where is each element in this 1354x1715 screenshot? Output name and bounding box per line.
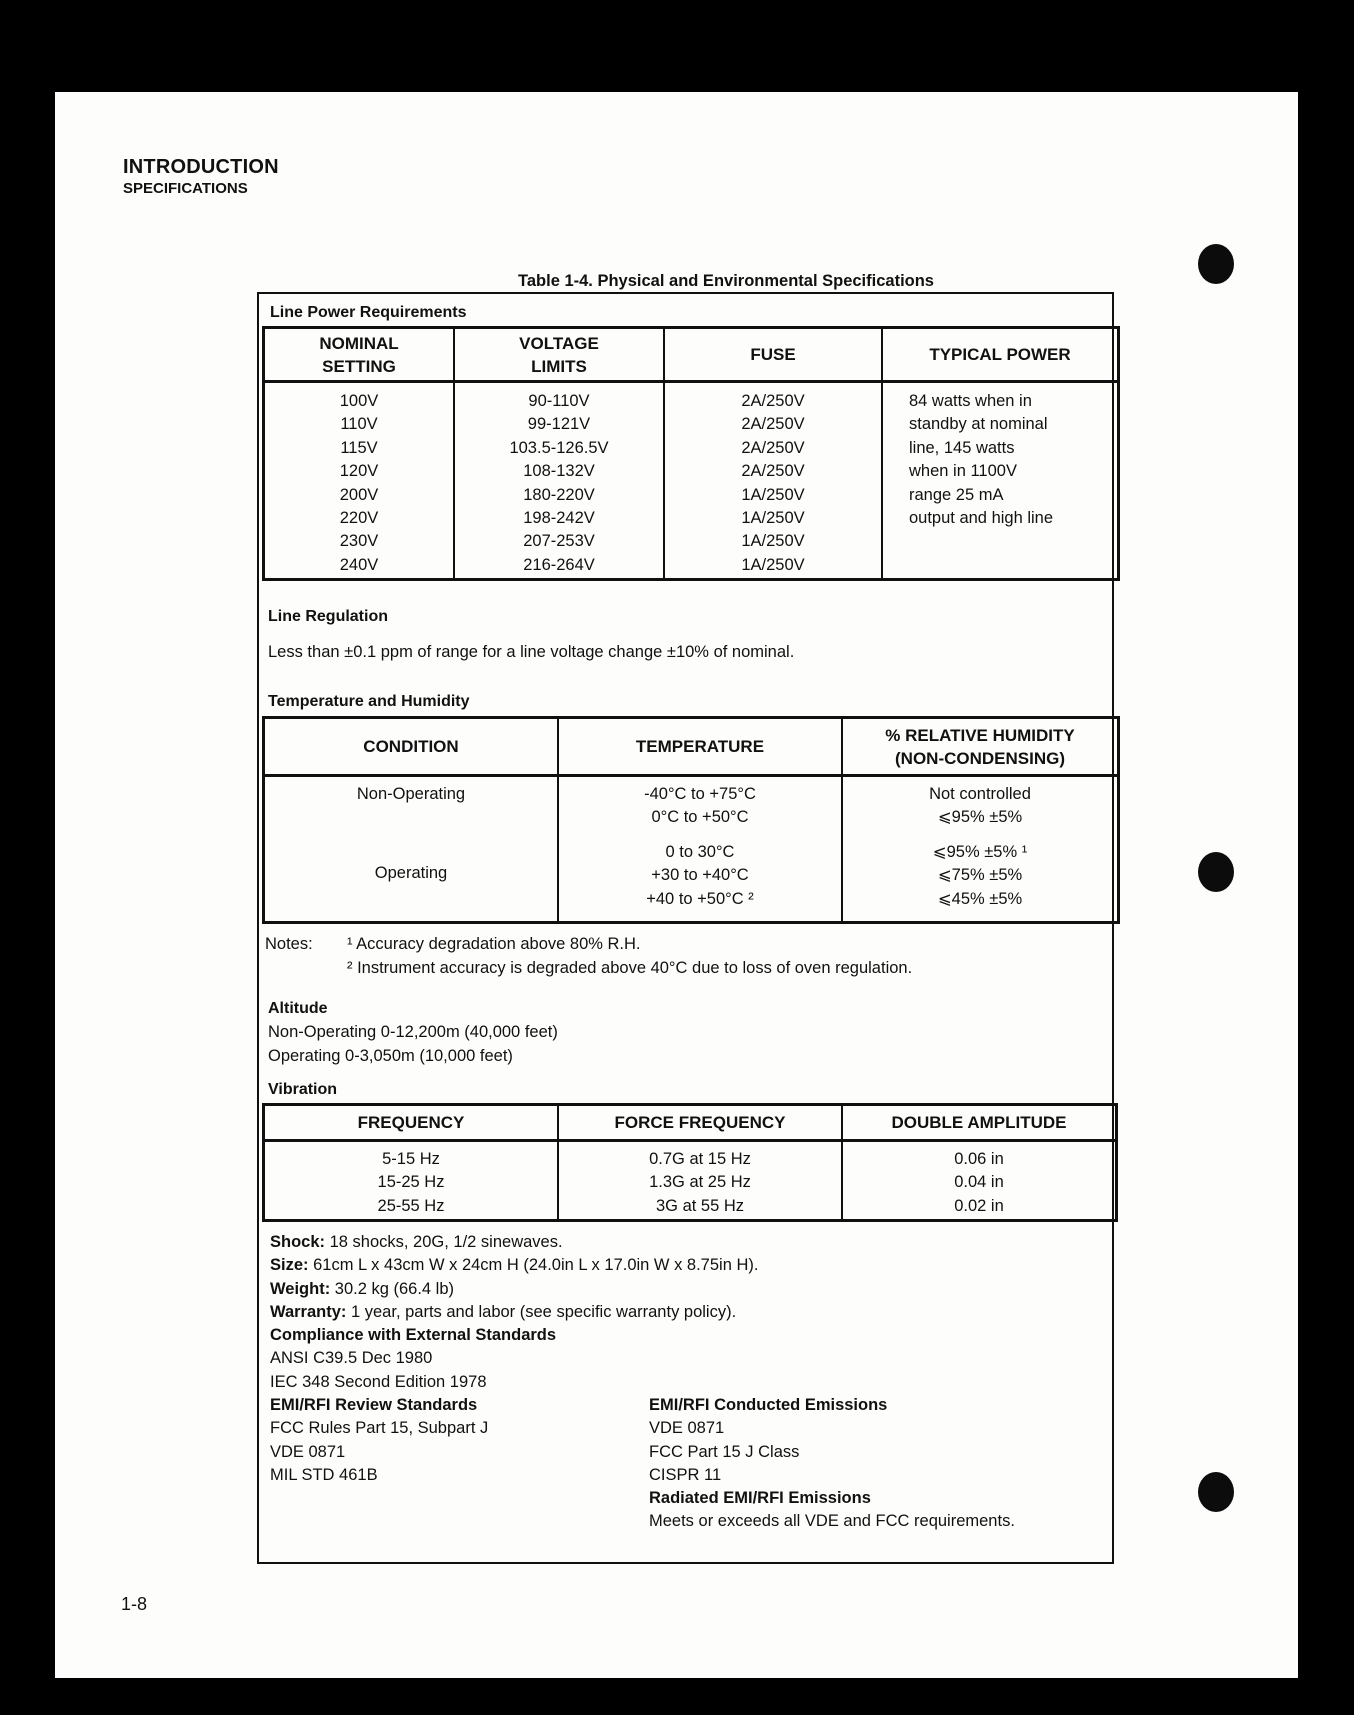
list-item: +40 to +50°C ²	[646, 889, 754, 908]
altitude-line-1: Non-Operating 0-12,200m (40,000 feet)	[268, 1023, 558, 1041]
fuse-cell	[664, 382, 882, 580]
shock-label: Shock:	[270, 1233, 326, 1251]
list-item: 5-15 Hz	[382, 1150, 440, 1168]
condition-non-operating: Non-Operating	[356, 785, 466, 803]
document-page	[55, 92, 1298, 1678]
list-item: 2A/250V	[741, 415, 805, 434]
emi-conducted-emissions	[649, 1394, 1099, 1534]
list-item: CISPR 11	[649, 1465, 722, 1484]
humidity-list	[843, 783, 1117, 911]
text-line: standby at nominal	[909, 415, 1048, 434]
col-header-humidity: % RELATIVE HUMIDITY (NON-CONDENSING)	[842, 718, 1119, 776]
temp-humidity-table	[262, 716, 1120, 924]
list-item: 99-121V	[527, 415, 591, 434]
text-line: output and high line	[909, 509, 1054, 528]
radiated-label	[649, 1487, 1099, 1510]
list-item: VDE 0871	[270, 1442, 346, 1461]
warranty-label: Warranty:	[270, 1302, 347, 1321]
list-item: 0.7G at 15 Hz	[649, 1150, 751, 1168]
compliance-item: IEC 348 Second Edition 1978	[270, 1372, 487, 1391]
size-value: 61cm L x 43cm W x 24cm H (24.0in L x 17.0in W x 8.75in H).	[308, 1256, 759, 1275]
col-header-condition: CONDITION	[264, 718, 559, 776]
page-number: 1-8	[121, 1594, 148, 1614]
list-item: 3G at 55 Hz	[655, 1196, 745, 1215]
binder-hole	[1198, 1472, 1234, 1512]
compliance-label	[270, 1324, 1090, 1347]
line-power-label: Line Power Requirements	[270, 304, 467, 321]
shock-value: 18 shocks, 20G, 1/2 sinewaves.	[325, 1233, 563, 1251]
emi-review-standards	[270, 1394, 630, 1487]
list-item: 198-242V	[523, 509, 595, 528]
radiated-text: Meets or exceeds all VDE and FCC requirements.	[649, 1512, 1015, 1531]
nominal-cell	[264, 382, 455, 580]
list-item: 1A/250V	[741, 532, 805, 551]
list-item: Not controlled	[929, 785, 1031, 803]
humidity-cell	[842, 776, 1119, 923]
list-item: 207-253V	[523, 532, 595, 551]
list-item: 1A/250V	[741, 485, 805, 504]
warranty-line	[270, 1301, 1090, 1324]
col-header-temperature: TEMPERATURE	[558, 718, 842, 776]
condition-cell	[264, 776, 559, 923]
condition-operating: Operating	[374, 864, 448, 882]
compliance-item: ANSI C39.5 Dec 1980	[270, 1349, 433, 1368]
list-item: 230V	[339, 532, 379, 551]
note-1: ¹ Accuracy degradation above 80% R.H.	[347, 935, 641, 953]
list-item: 100V	[339, 392, 379, 410]
altitude-line-2: Operating 0-3,050m (10,000 feet)	[268, 1047, 513, 1065]
list-item: 2A/250V	[741, 392, 805, 410]
text-line: 84 watts when in	[909, 392, 1032, 410]
note-2: ² Instrument accuracy is degraded above 40°C due to loss of oven regulation.	[347, 959, 913, 977]
list-item: 240V	[339, 555, 379, 574]
list-item: VDE 0871	[649, 1419, 725, 1438]
vibration-table	[262, 1103, 1118, 1222]
line-regulation-text: Less than ±0.1 ppm of range for a line voltage change ±10% of nominal.	[268, 643, 795, 661]
table-title: Table 1-4. Physical and Environmental Specifications	[518, 272, 934, 290]
list-item: 15-25 Hz	[377, 1173, 445, 1192]
list-item: 120V	[339, 462, 379, 481]
list-item: FCC Part 15 J Class	[649, 1442, 800, 1461]
list-item: 25-55 Hz	[377, 1196, 445, 1215]
list-item: 1.3G at 25 Hz	[649, 1173, 751, 1192]
col-header-fuse: FUSE	[664, 328, 882, 382]
list-item: 0.06 in	[954, 1150, 1004, 1168]
list-item: 0 to 30°C	[665, 842, 735, 861]
typical-power-cell	[882, 382, 1119, 580]
col-header-typical-power: TYPICAL POWER	[882, 328, 1119, 382]
voltage-cell	[454, 382, 664, 580]
temperature-list	[559, 783, 841, 911]
list-item: 216-264V	[523, 555, 595, 574]
col-header-frequency: FREQUENCY	[264, 1105, 559, 1141]
notes-label: Notes:	[265, 935, 313, 953]
size-line	[270, 1254, 1090, 1277]
fuse-list	[665, 390, 881, 577]
text-line: line, 145 watts	[909, 438, 1015, 457]
emi-review-label-text: EMI/RFI Review Standards	[270, 1396, 478, 1414]
force-cell	[558, 1141, 842, 1221]
list-item: MIL STD 461B	[270, 1465, 378, 1484]
list-item: 2A/250V	[741, 438, 805, 457]
list-item: -40°C to +75°C	[644, 785, 756, 803]
list-item: 0.02 in	[954, 1196, 1004, 1215]
line-power-table	[262, 326, 1120, 581]
typical-power-text	[909, 390, 1117, 530]
emi-review-label	[270, 1394, 630, 1417]
list-item: 115V	[340, 438, 378, 457]
nominal-list	[265, 390, 453, 577]
list-item: 1A/250V	[741, 555, 805, 574]
list-item: 90-110V	[528, 392, 590, 410]
misc-specs	[270, 1231, 1090, 1394]
weight-label: Weight:	[270, 1279, 331, 1298]
temp-humidity-label: Temperature and Humidity	[268, 693, 470, 710]
weight-line	[270, 1278, 1090, 1301]
vibration-label: Vibration	[268, 1081, 338, 1098]
list-item: ⩽95% ±5% ¹	[932, 842, 1028, 861]
altitude-label: Altitude	[268, 1000, 328, 1017]
emi-conducted-label-text: EMI/RFI Conducted Emissions	[649, 1396, 888, 1414]
section-subtitle: SPECIFICATIONS	[123, 180, 248, 197]
list-item: 2A/250V	[741, 462, 805, 481]
force-list	[559, 1148, 841, 1218]
section-title: INTRODUCTION	[123, 156, 279, 178]
col-header-voltage: VOLTAGE LIMITS	[454, 328, 664, 382]
line-regulation-label: Line Regulation	[268, 608, 388, 625]
col-header-nominal: NOMINAL SETTING	[264, 328, 455, 382]
text-line: when in 1100V	[909, 462, 1017, 481]
text-line: range 25 mA	[909, 485, 1004, 504]
list-item: 200V	[339, 485, 379, 504]
binder-hole	[1198, 852, 1234, 892]
radiated-label-text: Radiated EMI/RFI Emissions	[649, 1489, 871, 1508]
list-item: ⩽95% ±5%	[937, 808, 1023, 827]
emi-conducted-label	[649, 1394, 1099, 1417]
list-item: 0.04 in	[954, 1173, 1004, 1192]
list-item: 108-132V	[523, 462, 595, 481]
voltage-list	[455, 390, 663, 577]
binder-hole	[1198, 244, 1234, 284]
list-item: ⩽45% ±5%	[937, 889, 1023, 908]
col-header-force-frequency: FORCE FREQUENCY	[558, 1105, 842, 1141]
list-item: 110V	[340, 415, 378, 434]
list-item: FCC Rules Part 15, Subpart J	[270, 1419, 489, 1438]
frequency-cell	[264, 1141, 559, 1221]
amplitude-list	[843, 1148, 1115, 1218]
amplitude-cell	[842, 1141, 1117, 1221]
col-header-double-amplitude: DOUBLE AMPLITUDE	[842, 1105, 1117, 1141]
list-item: ⩽75% ±5%	[937, 866, 1023, 885]
list-item: 0°C to +50°C	[651, 808, 749, 827]
list-item: 220V	[339, 509, 379, 528]
list-item: 1A/250V	[741, 509, 805, 528]
list-item: +30 to +40°C	[651, 866, 749, 885]
frequency-list	[265, 1148, 557, 1218]
shock-line	[270, 1231, 1090, 1254]
size-label: Size:	[270, 1256, 309, 1275]
list-item: 103.5-126.5V	[509, 438, 609, 457]
compliance-label-text: Compliance with External Standards	[270, 1326, 557, 1345]
temperature-cell	[558, 776, 842, 923]
warranty-value: 1 year, parts and labor (see specific warranty policy).	[346, 1302, 737, 1321]
weight-value: 30.2 kg (66.4 lb)	[330, 1279, 455, 1298]
list-item: 180-220V	[523, 485, 595, 504]
